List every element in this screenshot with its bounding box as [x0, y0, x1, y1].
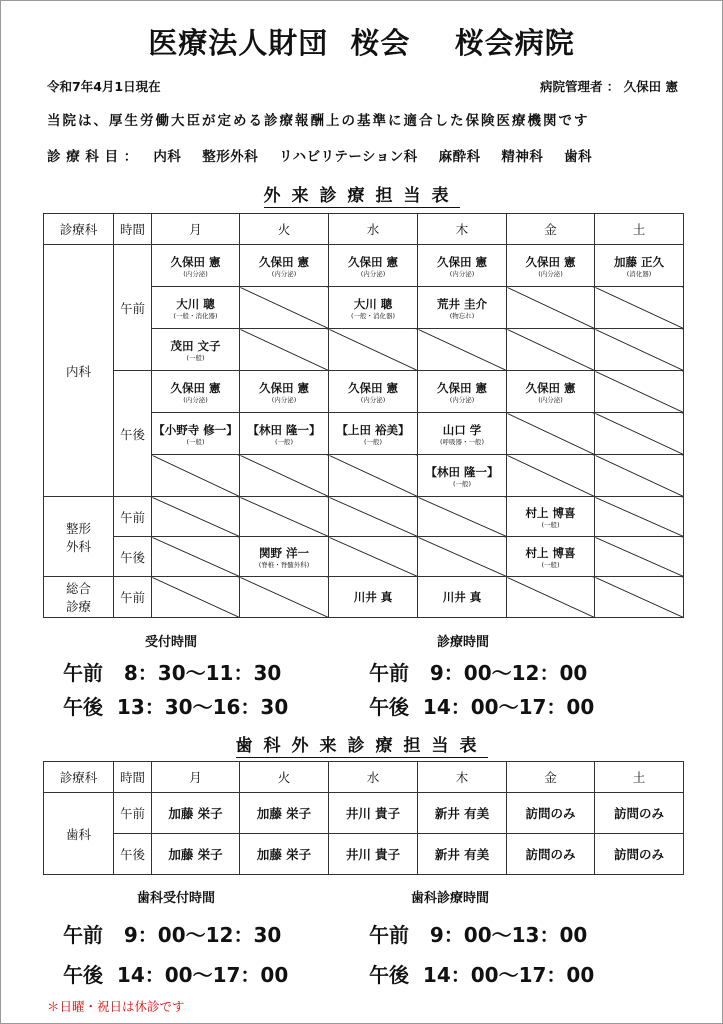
doctor-specialty: (一般) [186, 353, 205, 362]
dental-reception-hours-label: 歯科受付時間 [137, 891, 216, 906]
dentist-slot: 加藤 栄子 [152, 793, 240, 834]
doctor-name: 茂田 文子 [170, 338, 221, 353]
doctor-slot [152, 245, 240, 287]
doctor-slot [152, 329, 240, 371]
doctor-specialty: (内分泌) [360, 395, 386, 404]
doctor-specialty: (一般) [186, 437, 205, 446]
doctor-specialty: (一般) [541, 560, 560, 569]
dentist-slot: 加藤 栄子 [152, 834, 240, 875]
empty-slot [240, 329, 329, 371]
dentist-slot: 新井 有美 [418, 793, 507, 834]
empty-slot [595, 537, 684, 577]
doctor-specialty: (一般・消化器) [173, 311, 218, 320]
empty-slot [240, 497, 329, 537]
doctor-specialty: (内分泌) [449, 269, 475, 278]
column-header: 木 [418, 762, 507, 793]
empty-slot [595, 497, 684, 537]
time-slot-label: 午前 [114, 577, 152, 618]
empty-slot [595, 455, 684, 497]
table-row [44, 371, 684, 413]
doctor-specialty: (消化器) [626, 269, 652, 278]
empty-slot [240, 577, 329, 618]
time-slot-label: 午前 [114, 793, 152, 834]
department-internal-medicine: 内科 [44, 245, 114, 497]
column-header: 時間 [114, 214, 152, 245]
doctor-slot [507, 537, 595, 577]
column-header: 時間 [114, 762, 152, 793]
doctor-specialty: (内分泌) [449, 395, 475, 404]
dentist-slot: 井川 貴子 [329, 834, 418, 875]
doctor-slot [418, 455, 507, 497]
doctor-slot [595, 245, 684, 287]
empty-slot [329, 455, 418, 497]
column-header: 診療科 [44, 762, 114, 793]
doctor-name: 村上 博喜 [525, 505, 576, 520]
doctor-name: 久保田 憲 [436, 254, 487, 269]
consultation-pm: 午後 14：00〜17：00 [369, 695, 595, 719]
doctor-slot [418, 287, 507, 329]
dental-consultation-pm: 午後 14：00〜17：00 [369, 963, 595, 987]
dental-consultation-am: 午前 9：00〜13：00 [369, 923, 588, 947]
doctor-slot [418, 413, 507, 455]
dentist-slot: 新井 有美 [418, 834, 507, 875]
doctor-name: 久保田 憲 [258, 254, 309, 269]
empty-slot [507, 577, 595, 618]
empty-slot [418, 329, 507, 371]
doctor-slot [418, 577, 507, 618]
time-slot-label: 午後 [114, 834, 152, 875]
empty-slot [240, 287, 329, 329]
doctor-name: 久保田 憲 [525, 254, 576, 269]
doctor-name: 久保田 憲 [347, 380, 398, 395]
doctor-name: 【林田 隆一】 [247, 422, 321, 437]
doctor-name: 久保田 憲 [258, 380, 309, 395]
page-title: 医療法人財団 桜会 桜会病院 [148, 26, 575, 60]
dental-consultation-hours-label: 歯科診療時間 [411, 891, 490, 906]
doctor-slot [507, 371, 595, 413]
table-row [44, 537, 684, 577]
column-header: 月 [152, 762, 240, 793]
doctor-specialty: (一般・消化器) [350, 311, 396, 320]
doctor-slot [240, 413, 329, 455]
doctor-specialty: (一般) [452, 479, 472, 488]
empty-slot [418, 497, 507, 537]
doctor-slot [240, 537, 329, 577]
consultation-hours-label: 診療時間 [437, 635, 490, 650]
empty-slot [329, 497, 418, 537]
insurance-statement: 当院は、厚生労働大臣が定める診療報酬上の基準に適合した保険医療機関です [47, 113, 590, 129]
dental-reception-pm: 午後 14：00〜17：00 [63, 963, 289, 987]
doctor-name: 川井 真 [353, 590, 393, 604]
doctor-slot [152, 413, 240, 455]
column-header: 土 [595, 214, 684, 245]
empty-slot [595, 371, 684, 413]
column-header: 土 [595, 762, 684, 793]
empty-slot [418, 537, 507, 577]
doctor-specialty: (内分泌) [271, 395, 297, 404]
column-header: 火 [240, 762, 329, 793]
dentist-slot: 訪問のみ [507, 793, 595, 834]
doctor-specialty: (内分泌) [538, 395, 563, 404]
doctor-slot [507, 497, 595, 537]
empty-slot [152, 577, 240, 618]
doctor-slot [152, 287, 240, 329]
doctor-name: 久保田 憲 [525, 380, 576, 395]
dentist-slot: 加藤 栄子 [240, 834, 329, 875]
column-header: 水 [329, 762, 418, 793]
doctor-slot [418, 245, 507, 287]
table-row [44, 577, 684, 618]
dentist-slot: 訪問のみ [595, 793, 684, 834]
time-slot-label: 午前 [114, 245, 152, 371]
column-header: 金 [507, 214, 595, 245]
effective-date: 令和7年4月1日現在 [47, 79, 161, 94]
column-header: 金 [507, 762, 595, 793]
doctor-name: 大川 聰 [353, 296, 393, 311]
doctor-specialty: (一般) [274, 437, 294, 446]
consultation-am: 午前 9：00〜12：00 [369, 661, 588, 685]
reception-hours-label: 受付時間 [145, 635, 198, 650]
empty-slot [595, 413, 684, 455]
time-slot-label: 午前 [114, 497, 152, 537]
hospital-administrator: 病院管理者 ： 久保田 憲 [539, 79, 678, 94]
department-orthopedics: 整形 外科 [44, 497, 114, 577]
doctor-name: 【上田 裕美】 [336, 422, 410, 437]
department-general-medicine: 総合 診療 [44, 577, 114, 618]
column-header: 火 [240, 214, 329, 245]
time-slot-label: 午後 [114, 371, 152, 497]
doctor-name: 山口 学 [442, 422, 482, 437]
doctor-slot [329, 413, 418, 455]
empty-slot [329, 329, 418, 371]
doctor-name: 関野 洋一 [258, 545, 309, 560]
doctor-name: 久保田 憲 [170, 380, 221, 395]
empty-slot [595, 329, 684, 371]
doctor-slot [329, 245, 418, 287]
empty-slot [152, 497, 240, 537]
doctor-slot [329, 287, 418, 329]
table-row [44, 245, 684, 287]
department-dental: 歯科 [44, 793, 114, 875]
time-slot-label: 午後 [114, 537, 152, 577]
column-header: 診療科 [44, 214, 114, 245]
reception-am: 午前 8：30〜11：30 [63, 661, 282, 685]
doctor-name: 久保田 憲 [436, 380, 487, 395]
doctor-slot [152, 371, 240, 413]
dentist-slot: 井川 貴子 [329, 793, 418, 834]
doctor-specialty: (一般) [541, 520, 560, 529]
outpatient-schedule-table [43, 213, 684, 618]
dentist-slot: 訪問のみ [595, 834, 684, 875]
doctor-specialty: (物忘れ) [449, 311, 475, 320]
empty-slot [595, 577, 684, 618]
empty-slot [595, 287, 684, 329]
doctor-slot [240, 371, 329, 413]
holiday-note: ＊日曜・祝日は休診です [47, 999, 185, 1014]
doctor-specialty: (呼吸器・一般) [439, 437, 485, 446]
dental-schedule-title: 歯科外来診療担当表 [235, 736, 488, 756]
empty-slot [152, 537, 240, 577]
doctor-name: 大川 聰 [176, 296, 215, 311]
doctor-name: 久保田 憲 [347, 254, 398, 269]
doctor-specialty: (内分泌) [183, 395, 208, 404]
outpatient-schedule-title: 外来診療担当表 [263, 186, 460, 206]
table-row [44, 793, 684, 834]
doctor-name: 川井 真 [442, 590, 482, 604]
dentist-slot: 加藤 栄子 [240, 793, 329, 834]
dental-reception-am: 午前 9：00〜12：30 [63, 923, 282, 947]
doctor-specialty: (内分泌) [360, 269, 386, 278]
doctor-name: 荒井 圭介 [436, 296, 487, 311]
table-row [44, 834, 684, 875]
doctor-name: 村上 博喜 [525, 545, 576, 560]
doctor-slot [240, 245, 329, 287]
doctor-specialty: (内分泌) [271, 269, 297, 278]
empty-slot [507, 413, 595, 455]
table-row [44, 497, 684, 537]
doctor-name: 【小野寺 修一】 [153, 422, 238, 437]
doctor-slot [507, 245, 595, 287]
doctor-slot [418, 371, 507, 413]
empty-slot [152, 455, 240, 497]
table-header-row [44, 214, 684, 245]
empty-slot [507, 455, 595, 497]
dentist-slot: 訪問のみ [507, 834, 595, 875]
column-header: 木 [418, 214, 507, 245]
doctor-slot [329, 577, 418, 618]
department-list: 診 療 科 目 ： 内科 整形外科 リハビリテーション科 麻酔科 精神科 歯科 [47, 149, 593, 165]
doctor-name: 久保田 憲 [170, 254, 221, 269]
doctor-specialty: (内分泌) [183, 269, 208, 278]
doctor-specialty: (脊椎・脊髄外科) [258, 560, 310, 569]
column-header: 月 [152, 214, 240, 245]
dental-schedule-table [43, 761, 684, 875]
empty-slot [240, 455, 329, 497]
doctor-name: 加藤 正久 [613, 254, 664, 269]
column-header: 水 [329, 214, 418, 245]
dental-header-row [44, 762, 684, 793]
doctor-specialty: (内分泌) [538, 269, 563, 278]
doctor-name: 【林田 隆一】 [425, 464, 499, 479]
doctor-specialty: (一般) [363, 437, 383, 446]
reception-pm: 午後 13：30〜16：30 [63, 695, 289, 719]
empty-slot [507, 329, 595, 371]
doctor-slot [329, 371, 418, 413]
empty-slot [329, 537, 418, 577]
empty-slot [507, 287, 595, 329]
